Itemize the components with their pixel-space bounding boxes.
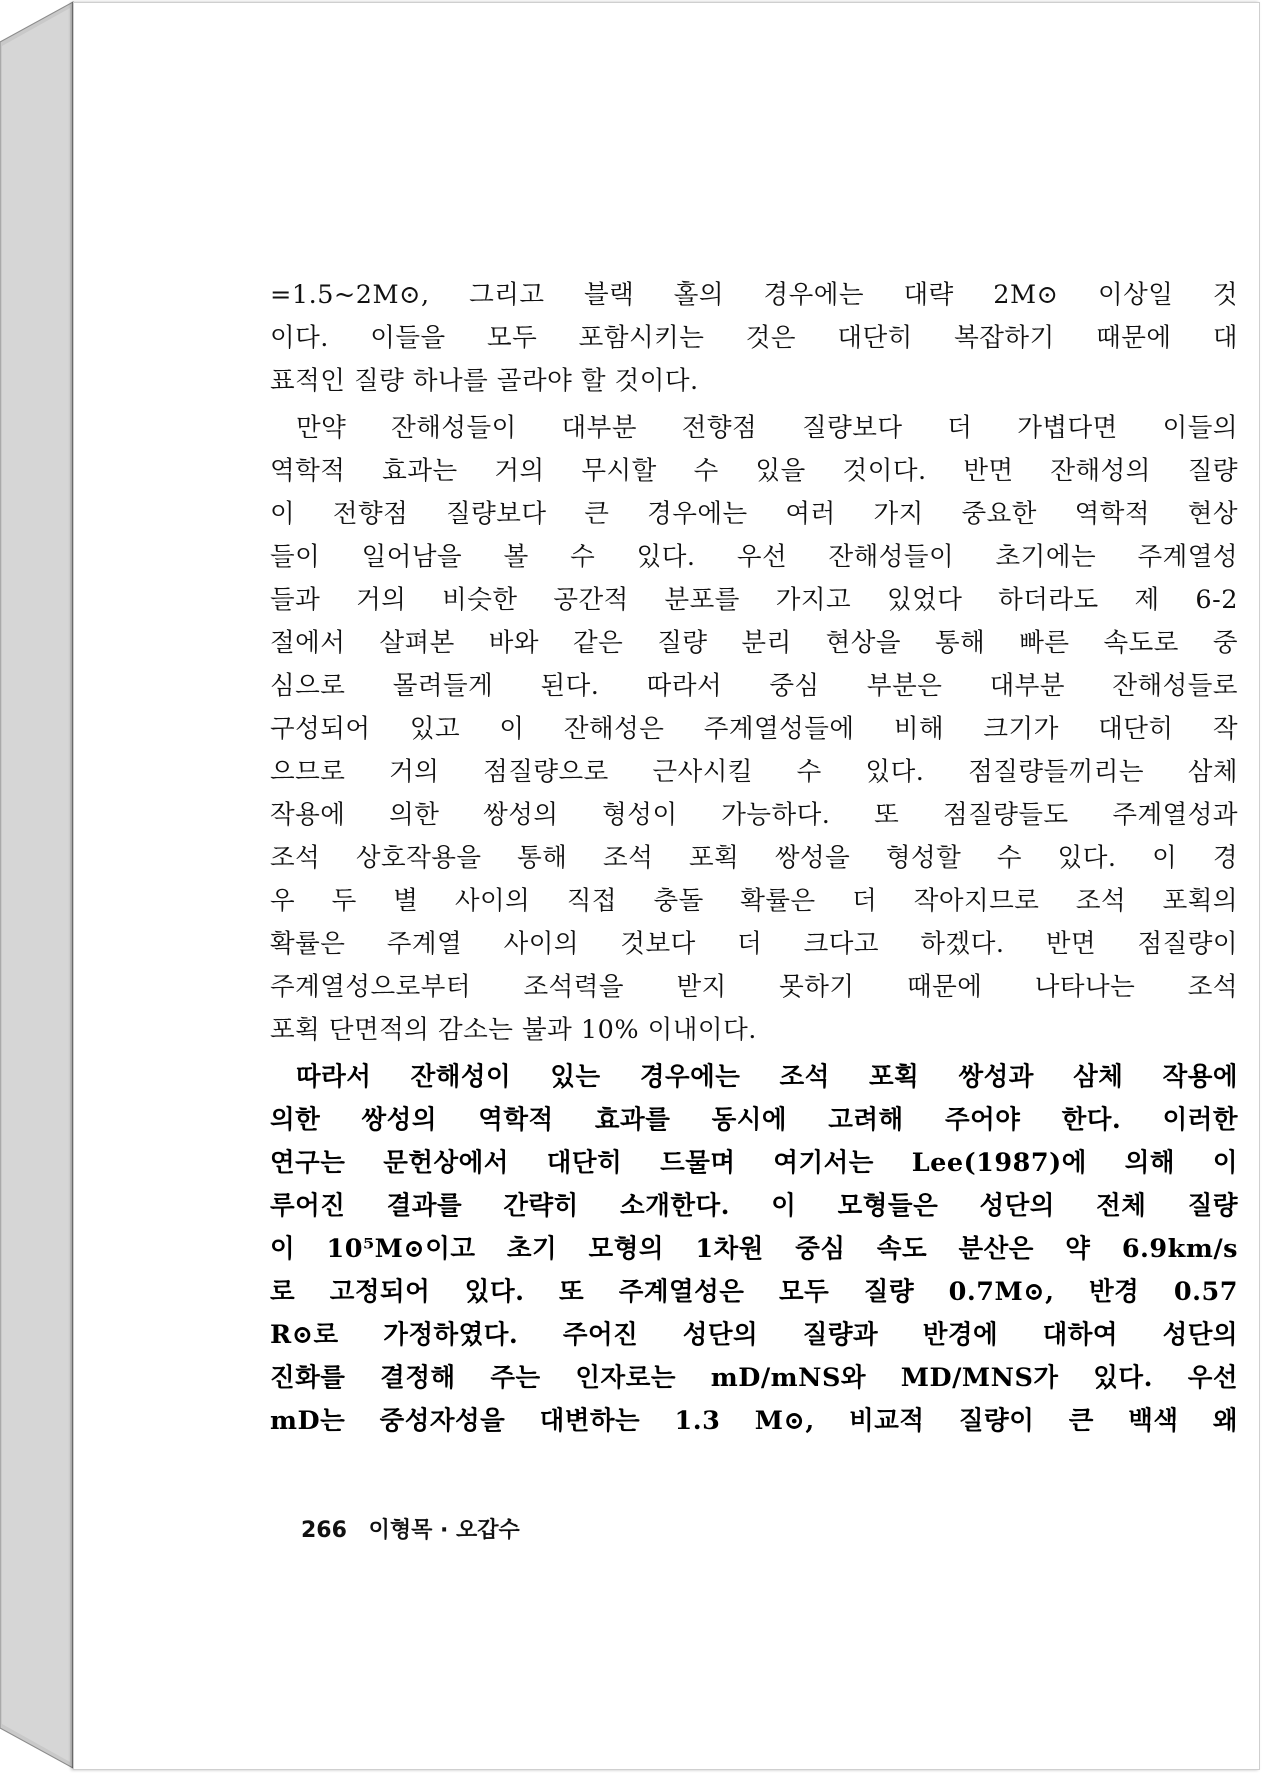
text-line: 연구는 문헌상에서 대단히 드물며 여기서는 Lee(1987)에 의해 이 bbox=[270, 1148, 1238, 1178]
page bbox=[73, 2, 1260, 1770]
text-line: 조석 상호작용을 통해 조석 포획 쌍성을 형성할 수 있다. 이 경 bbox=[270, 843, 1238, 873]
text-line: mD는 중성자성을 대변하는 1.3 M⊙, 비교적 질량이 큰 백색 왜 bbox=[270, 1406, 1238, 1436]
text-line: 확률은 주계열 사이의 것보다 더 크다고 하겠다. 반면 점질량이 bbox=[270, 929, 1238, 959]
text-line: 루어진 결과를 간략히 소개한다. 이 모형들은 성단의 전체 질량 bbox=[270, 1191, 1238, 1221]
page-number: 266 bbox=[301, 1518, 347, 1543]
footer-authors: 이형목 · 오갑수 bbox=[368, 1518, 520, 1543]
text-line: 심으로 몰려들게 된다. 따라서 중심 부분은 대부분 잔해성들로 bbox=[270, 671, 1238, 701]
text-line: 주계열성으로부터 조석력을 받지 못하기 때문에 나타나는 조석 bbox=[270, 972, 1238, 1002]
text-line: 들이 일어남을 볼 수 있다. 우선 잔해성들이 초기에는 주계열성 bbox=[270, 542, 1238, 572]
text-line: 진화를 결정해 주는 인자로는 mD/mNS와 MD/MNS가 있다. 우선 bbox=[270, 1363, 1238, 1393]
text-line: 이다. 이들을 모두 포함시키는 것은 대단히 복잡하기 때문에 대 bbox=[270, 323, 1238, 353]
text-line: R⊙로 가정하였다. 주어진 성단의 질량과 반경에 대하여 성단의 bbox=[270, 1320, 1238, 1350]
body-text bbox=[270, 274, 1238, 1443]
text-line: 따라서 잔해성이 있는 경우에는 조석 포획 쌍성과 삼체 작용에 bbox=[296, 1062, 1238, 1092]
text-line: 의한 쌍성의 역학적 효과를 동시에 고려해 주어야 한다. 이러한 bbox=[270, 1105, 1238, 1135]
text-line: 표적인 질량 하나를 골라야 할 것이다. bbox=[270, 366, 699, 396]
text-line: 우 두 별 사이의 직접 충돌 확률은 더 작아지므로 조석 포획의 bbox=[270, 886, 1238, 916]
page-footer bbox=[301, 1513, 520, 1544]
text-line: 으므로 거의 점질량으로 근사시킬 수 있다. 점질량들끼리는 삼체 bbox=[270, 757, 1238, 787]
text-line: 만약 잔해성들이 대부분 전향점 질량보다 더 가볍다면 이들의 bbox=[296, 413, 1238, 443]
text-line: 로 고정되어 있다. 또 주계열성은 모두 질량 0.7M⊙, 반경 0.57 bbox=[270, 1277, 1238, 1307]
text-line: 들과 거의 비슷한 공간적 분포를 가지고 있었다 하더라도 제 6-2 bbox=[270, 585, 1238, 615]
text-line: =1.5~2M⊙, 그리고 블랙 홀의 경우에는 대략 2M⊙ 이상일 것 bbox=[270, 280, 1238, 310]
text-line: 이 10⁵M⊙이고 초기 모형의 1차원 중심 속도 분산은 약 6.9km/s bbox=[270, 1234, 1238, 1264]
text-line: 포획 단면적의 감소는 불과 10% 이내이다. bbox=[270, 1015, 757, 1045]
text-line: 역학적 효과는 거의 무시할 수 있을 것이다. 반면 잔해성의 질량 bbox=[270, 456, 1238, 486]
text-line: 이 전향점 질량보다 큰 경우에는 여러 가지 중요한 역학적 현상 bbox=[270, 499, 1238, 529]
text-line: 절에서 살펴본 바와 같은 질량 분리 현상을 통해 빠른 속도로 중 bbox=[270, 628, 1238, 658]
text-line: 작용에 의한 쌍성의 형성이 가능하다. 또 점질량들도 주계열성과 bbox=[270, 800, 1238, 830]
text-line: 구성되어 있고 이 잔해성은 주계열성들에 비해 크기가 대단히 작 bbox=[270, 714, 1238, 744]
